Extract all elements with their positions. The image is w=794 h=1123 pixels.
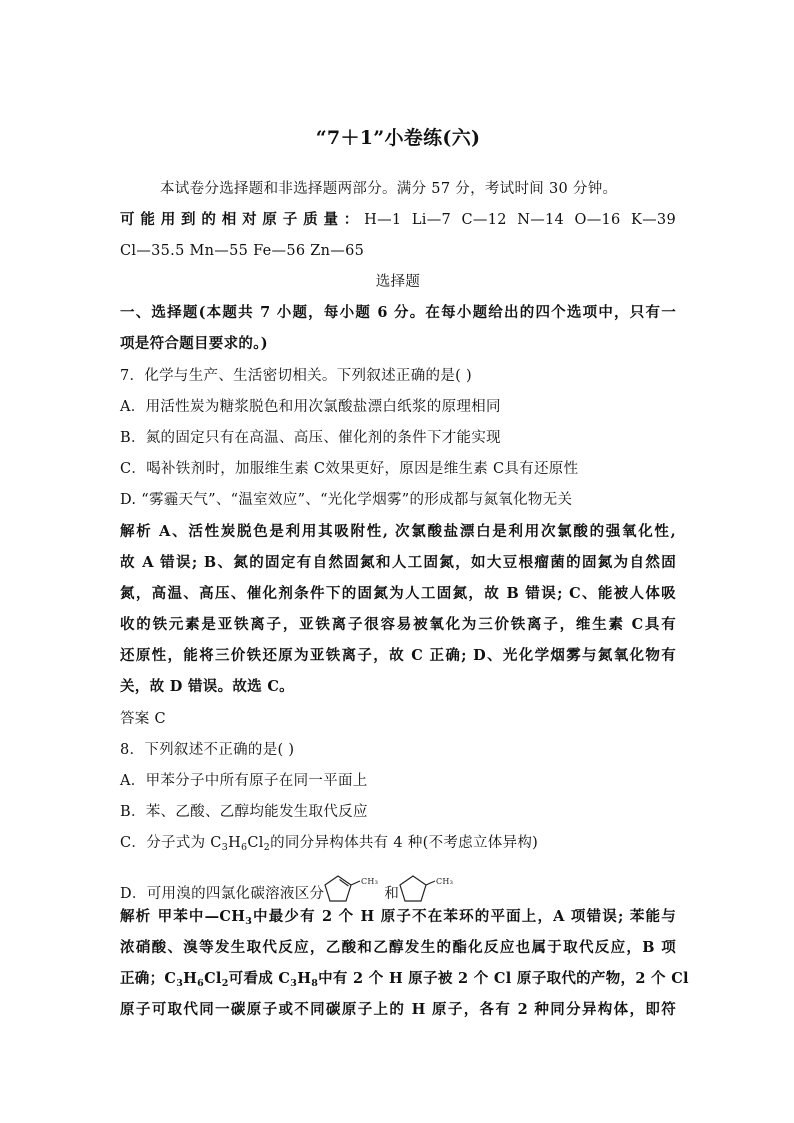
atomic-mass-line-1 (120, 210, 676, 230)
q8-option-d: D．可用溴的四氯化碳溶液区分 CH₃ 和 CH₃ (120, 874, 676, 906)
methylcyclopentene-structure (324, 874, 384, 906)
q8-option-b: B．苯、乙酸、乙醇均能发生取代反应 (120, 804, 368, 820)
q7-analysis-line: 还原性，能将三价铁还原为亚铁离子，故 C 正确; D、光化学烟雾与氮氧化物有 (120, 647, 676, 664)
q7-analysis-line: 氮，高温、高压、催化剂条件下的固氮为人工固氮，故 B 错误; C、能被人体吸 (120, 585, 676, 602)
section-heading: 选择题 (375, 274, 421, 290)
atomic-mass-label: 可能用到的相对原子质量： (120, 211, 365, 228)
q8-stem: 8．下列叙述不正确的是( ) (120, 742, 295, 758)
ch3-label: CH₃ (436, 877, 454, 886)
q7-option-a: A．用活性炭为糖浆脱色和用次氯酸盐漂白纸浆的原理相同 (120, 399, 501, 415)
page-title: “7＋1”小卷练(六) (315, 127, 481, 149)
methylcyclopentane-structure (399, 874, 459, 906)
q7-answer: 答案 C (120, 711, 166, 727)
q7-option-d: D. “雾霾天气”、“温室效应”、“光化学烟雾”的形成都与氮氧化物无关 (120, 492, 573, 508)
atomic-mass-line-2: Cl—35.5 Mn—55 Fe—56 Zn—65 (120, 243, 365, 259)
q8-analysis-line-1: 解析 甲苯中$—CH_3$中最少有 2 个 H 原子不在苯环的平面上，A 项错误; 苯能与 (120, 908, 676, 927)
q8-option-a: A．甲苯分子中所有原子在同一平面上 (120, 773, 368, 789)
section-desc-1: 一、选择题(本题共 7 小题，每小题 6 分。在每小题给出的四个选项中，只有一 (120, 304, 676, 321)
q7-analysis-line: 关，故 D 错误。故选 C。 (120, 678, 294, 695)
intro-text: 本试卷分选择题和非选择题两部分。满分 57 分，考试时间 30 分钟。 (160, 181, 618, 197)
q8-option-c: C．分子式为 $C_3H_6Cl_2$的同分异构体共有 4 种(不考虑立体异构) (120, 835, 539, 853)
q7-analysis-line: 解析 A、活性炭脱色是利用其吸附性, 次氯酸盐漂白是利用次氯酸的强氧化性, (120, 523, 676, 540)
q7-analysis-line: 故 A 错误; B、氮的固定有自然固氮和人工固氮，如大豆根瘤菌的固氮为自然固 (120, 554, 676, 571)
section-desc-2: 项是符合题目要求的。) (120, 335, 268, 352)
q7-stem: 7．化学与生产、生活密切相关。下列叙述正确的是( ) (120, 368, 472, 384)
q8-analysis-line-2: 浓硝酸、溴等发生取代反应，乙酸和乙醇发生的酯化反应也属于取代反应，B 项 (120, 939, 676, 956)
atomic-mass-values-1: H—1 Li—7 C—12 N—14 O—16 K—39 (364, 212, 676, 228)
q8-analysis-line-4: 原子可取代同一碳原子或不同碳原子上的 H 原子，各有 2 种同分异构体，即符 (120, 1001, 676, 1018)
q7-analysis-line: 收的铁元素是亚铁离子，亚铁离子很容易被氧化为三价铁离子，维生素 C具有 (120, 616, 676, 633)
q7-option-c: C．喝补铁剂时，加服维生素 C效果更好，原因是维生素 C具有还原性 (120, 461, 579, 477)
q7-option-b: B．氮的固定只有在高温、高压、催化剂的条件下才能实现 (120, 430, 501, 446)
ch3-label: CH₃ (361, 877, 379, 886)
q8-analysis-line-3: 正确；$C_3H_6Cl_2$可看成 $C_3H_8$中有 2 个 H 原子被 2 个 Cl 原子取代的产物，2 个 Cl (120, 970, 689, 989)
